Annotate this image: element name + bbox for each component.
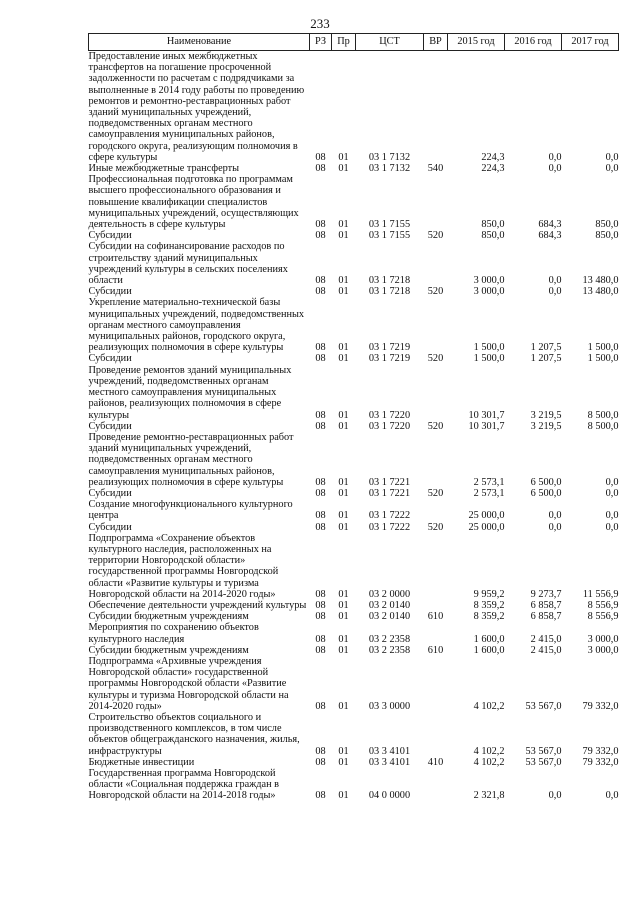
row-2016: 3 219,5 [530,409,562,421]
row-rz: 08 [315,790,326,802]
row-name: Обеспечение деятельности учреждений культуры [88,599,307,611]
row-name: Подпрограмма «Архивные учреждения Новгородской области» государственной программы Новгородской области «Развитие культуры и туризма Новгородской области на 2014-2020 годы» [88,655,289,712]
row-rz: 08 [315,510,326,522]
table-row [89,712,619,757]
row-2017: 0,0 [605,476,619,488]
row-rz: 08 [315,700,326,712]
table-row [89,768,619,802]
row-2016: 0,0 [548,521,562,533]
row-vr [424,365,448,421]
header-rz: РЗ [310,34,332,51]
row-cst: 03 1 7219 [368,353,411,365]
row-pr: 01 [338,151,349,163]
row-name: Субсидии бюджетным учреждениям [88,611,249,623]
row-2016: 0,0 [548,790,562,802]
row-vr [424,622,448,644]
row-2016: 2 415,0 [530,633,562,645]
row-2016: 0,0 [548,163,562,175]
row-2016: 6 500,0 [530,487,562,499]
row-2015: 9 959,2 [473,588,505,600]
row-pr: 01 [338,476,349,488]
row-pr: 01 [338,275,349,287]
row-rz: 08 [315,219,326,231]
row-cst: 03 1 7132 [368,163,411,175]
header-vr: ВР [424,34,448,51]
row-pr: 01 [338,219,349,231]
row-2017: 3 000,0 [587,633,619,645]
row-vr: 520 [427,230,444,242]
row-cst: 03 1 7220 [368,420,411,432]
row-cst: 03 1 7218 [368,286,411,298]
row-cst: 03 2 0000 [368,588,411,600]
row-2015: 10 301,7 [468,409,505,421]
row-vr [424,768,448,802]
row-vr: 610 [427,644,444,656]
row-2016: 9 273,7 [530,588,562,600]
row-cst: 03 2 0140 [368,611,411,623]
row-2015: 1 600,0 [473,644,505,656]
row-pr: 01 [338,588,349,600]
row-rz: 08 [315,275,326,287]
table-row [89,174,619,230]
row-pr: 01 [338,286,349,298]
row-2016: 684,3 [538,230,562,242]
table-row [89,432,619,488]
row-cst: 03 1 7222 [368,510,411,522]
row-rz: 08 [315,476,326,488]
row-vr [424,51,448,164]
row-cst: 03 2 2358 [368,633,411,645]
row-name: Мероприятия по сохранению объектов культурного наследия [88,622,259,645]
row-name: Субсидии бюджетным учреждениям [88,644,249,656]
row-name: Субсидии на софинансирование расходов по строительству зданий муниципальных учреждений культуры в сельских поселениях области [88,241,288,287]
row-pr: 01 [338,790,349,802]
row-rz: 08 [315,633,326,645]
header-2015: 2015 год [448,34,505,51]
row-vr [424,241,448,286]
table-header-row [89,34,619,51]
row-rz: 08 [315,286,326,298]
row-name: Бюджетные инвестиции [88,756,195,768]
row-2017: 11 556,9 [582,588,619,600]
table-body [89,51,619,802]
table-row [89,622,619,644]
row-vr: 610 [427,611,444,623]
table-row [89,286,619,297]
row-name: Субсидии [88,420,132,432]
row-2017: 1 500,0 [587,353,619,365]
table-row [89,533,619,600]
row-2017: 0,0 [605,487,619,499]
table-row [89,488,619,499]
row-name: Строительство объектов социального и производственного комплексов, в том числе объектов общегражданского назначения, жилья, инфраструктуры [88,711,300,757]
row-2017: 8 556,9 [587,599,619,611]
row-cst: 03 1 7222 [368,521,411,533]
row-cst: 03 1 7132 [368,151,411,163]
row-2016: 53 567,0 [525,745,562,757]
row-2017: 0,0 [605,790,619,802]
row-2015: 1 600,0 [473,633,505,645]
row-2016: 6 858,7 [530,599,562,611]
table-row [89,163,619,174]
row-2015: 850,0 [481,219,505,231]
row-vr: 520 [427,353,444,365]
row-cst: 03 1 7218 [368,275,411,287]
row-pr: 01 [338,230,349,242]
row-2017: 0,0 [605,510,619,522]
row-vr [424,499,448,521]
table-row [89,51,619,164]
budget-table [88,33,619,802]
row-rz: 08 [315,409,326,421]
row-2017: 79 332,0 [582,756,619,768]
row-2015: 8 359,2 [473,611,505,623]
row-2017: 13 480,0 [582,286,619,298]
row-name: Государственная программа Новгородской области «Социальная поддержка граждан в Новгородской области на 2014-2018 годы» [88,768,280,802]
row-2016: 53 567,0 [525,700,562,712]
row-2017: 0,0 [605,163,619,175]
row-2016: 0,0 [548,151,562,163]
row-rz: 08 [315,151,326,163]
row-rz: 08 [315,163,326,175]
row-rz: 08 [315,420,326,432]
row-cst: 04 0 0000 [368,790,411,802]
header-cst: ЦСТ [356,34,424,51]
row-2015: 8 359,2 [473,599,505,611]
row-2017: 79 332,0 [582,745,619,757]
row-2016: 6 500,0 [530,476,562,488]
row-vr: 540 [427,163,444,175]
row-2017: 79 332,0 [582,700,619,712]
row-2015: 10 301,7 [468,420,505,432]
row-pr: 01 [338,599,349,611]
row-name: Проведение ремонтов зданий муниципальных учреждений, подведомственных органам местного самоуправления муниципальных районов, реализующих полномочия в сфере культуры [88,364,292,421]
row-2017: 13 480,0 [582,275,619,287]
row-name: Иные межбюджетные трансферты [88,163,240,175]
row-vr [424,712,448,757]
row-rz: 08 [315,588,326,600]
table-row [89,241,619,286]
row-cst: 03 1 7155 [368,230,411,242]
table-row [89,297,619,353]
row-2017: 3 000,0 [587,644,619,656]
row-pr: 01 [338,420,349,432]
row-vr [424,533,448,600]
row-vr [424,432,448,488]
row-2015: 1 500,0 [473,353,505,365]
row-2015: 2 321,8 [473,790,505,802]
row-cst: 03 1 7155 [368,219,411,231]
row-2017: 8 500,0 [587,420,619,432]
row-name: Проведение ремонтно-реставрационных работ зданий муниципальных учреждений, подведомственных органам местного самоуправления муниципальных районов, реализующих полномочия в сфере культуры [88,431,294,488]
row-pr: 01 [338,353,349,365]
row-2015: 850,0 [481,230,505,242]
row-vr [424,297,448,353]
row-cst: 03 1 7220 [368,409,411,421]
table-row [89,365,619,421]
header-2016: 2016 год [505,34,562,51]
row-rz: 08 [315,342,326,354]
row-2015: 25 000,0 [468,510,505,522]
row-2016: 1 207,5 [530,353,562,365]
row-2015: 4 102,2 [473,745,505,757]
table-row [89,421,619,432]
row-cst: 03 1 7219 [368,342,411,354]
row-name: Субсидии [88,521,132,533]
row-pr: 01 [338,342,349,354]
page-number: 233 [310,16,330,31]
table-row [89,645,619,656]
row-2015: 4 102,2 [473,756,505,768]
row-2017: 1 500,0 [587,342,619,354]
row-pr: 01 [338,756,349,768]
table-row [89,499,619,521]
row-pr: 01 [338,633,349,645]
row-2016: 3 219,5 [530,420,562,432]
row-pr: 01 [338,409,349,421]
row-2017: 8 556,9 [587,611,619,623]
row-vr [424,600,448,611]
row-cst: 03 2 2358 [368,644,411,656]
row-vr: 520 [427,286,444,298]
row-vr: 410 [427,756,444,768]
row-rz: 08 [315,745,326,757]
row-2015: 2 573,1 [473,487,505,499]
row-cst: 03 2 0140 [368,599,411,611]
row-rz: 08 [315,487,326,499]
row-2015: 224,3 [481,151,505,163]
row-2015: 2 573,1 [473,476,505,488]
row-2016: 0,0 [548,510,562,522]
row-pr: 01 [338,644,349,656]
row-pr: 01 [338,487,349,499]
row-name: Субсидии [88,230,132,242]
row-2016: 53 567,0 [525,756,562,768]
row-cst: 03 1 7221 [368,476,411,488]
row-2015: 3 000,0 [473,275,505,287]
table-row [89,230,619,241]
row-rz: 08 [315,521,326,533]
row-pr: 01 [338,611,349,623]
row-name: Создание многофункционального культурного центра [88,499,293,522]
row-vr: 520 [427,521,444,533]
row-2015: 3 000,0 [473,286,505,298]
row-2017: 0,0 [605,151,619,163]
row-rz: 08 [315,353,326,365]
row-pr: 01 [338,745,349,757]
row-name: Подпрограмма «Сохранение объектов культурного наследия, расположенных на территории Новгородской области» государственной программы Новгородской области «Развитие культуры и туризма Новгородской области на 2014-2020 годы» [88,532,279,600]
row-vr: 520 [427,420,444,432]
row-2016: 0,0 [548,286,562,298]
row-2015: 4 102,2 [473,700,505,712]
row-cst: 03 3 0000 [368,700,411,712]
row-pr: 01 [338,163,349,175]
row-2016: 684,3 [538,219,562,231]
table-row [89,600,619,611]
row-rz: 08 [315,611,326,623]
row-2016: 2 415,0 [530,644,562,656]
row-pr: 01 [338,521,349,533]
table-row [89,611,619,622]
row-2016: 0,0 [548,275,562,287]
row-name: Субсидии [88,487,132,499]
row-rz: 08 [315,644,326,656]
row-pr: 01 [338,510,349,522]
row-cst: 03 1 7221 [368,487,411,499]
row-name: Укрепление материально-технической базы муниципальных учреждений, подведомственных органам местного самоуправления муниципальных районов, городского округа, реализующих полномочия в сфере культуры [88,297,305,354]
row-2017: 850,0 [595,230,619,242]
row-pr: 01 [338,700,349,712]
row-vr: 520 [427,487,444,499]
header-2017: 2017 год [562,34,619,51]
row-name: Субсидии [88,353,132,365]
table-row [89,522,619,533]
table-row [89,353,619,364]
row-2017: 850,0 [595,219,619,231]
row-2017: 0,0 [605,521,619,533]
row-2015: 1 500,0 [473,342,505,354]
header-pr: Пр [332,34,356,51]
row-rz: 08 [315,599,326,611]
table-row [89,757,619,768]
row-2015: 224,3 [481,163,505,175]
table-row [89,656,619,712]
row-rz: 08 [315,756,326,768]
row-2016: 6 858,7 [530,611,562,623]
row-2017: 8 500,0 [587,409,619,421]
row-name: Предоставление иных межбюджетных трансфертов на погашение просроченной задолженности по расчетам с подрядчиками за выполненные в 2014 году работы по проведению ремонтов и ремонтно-реставрационных работ зданий муниципальных учреждений, подведомственных органам местного самоуправления муниципальных районов, городского округа, реализующим полномочия в сфере культуры [88,51,305,163]
row-rz: 08 [315,230,326,242]
row-name: Субсидии [88,286,132,298]
row-vr [424,656,448,712]
row-cst: 03 3 4101 [368,745,411,757]
row-name: Профессиональная подготовка по программам высшего профессионального образования и повышение квалификации специалистов муниципальных учреждений, осуществляющих деятельность в сфере культуры [88,174,299,231]
header-name: Наименование [89,34,310,51]
row-vr [424,174,448,230]
row-2015: 25 000,0 [468,521,505,533]
row-2016: 1 207,5 [530,342,562,354]
row-cst: 03 3 4101 [368,756,411,768]
